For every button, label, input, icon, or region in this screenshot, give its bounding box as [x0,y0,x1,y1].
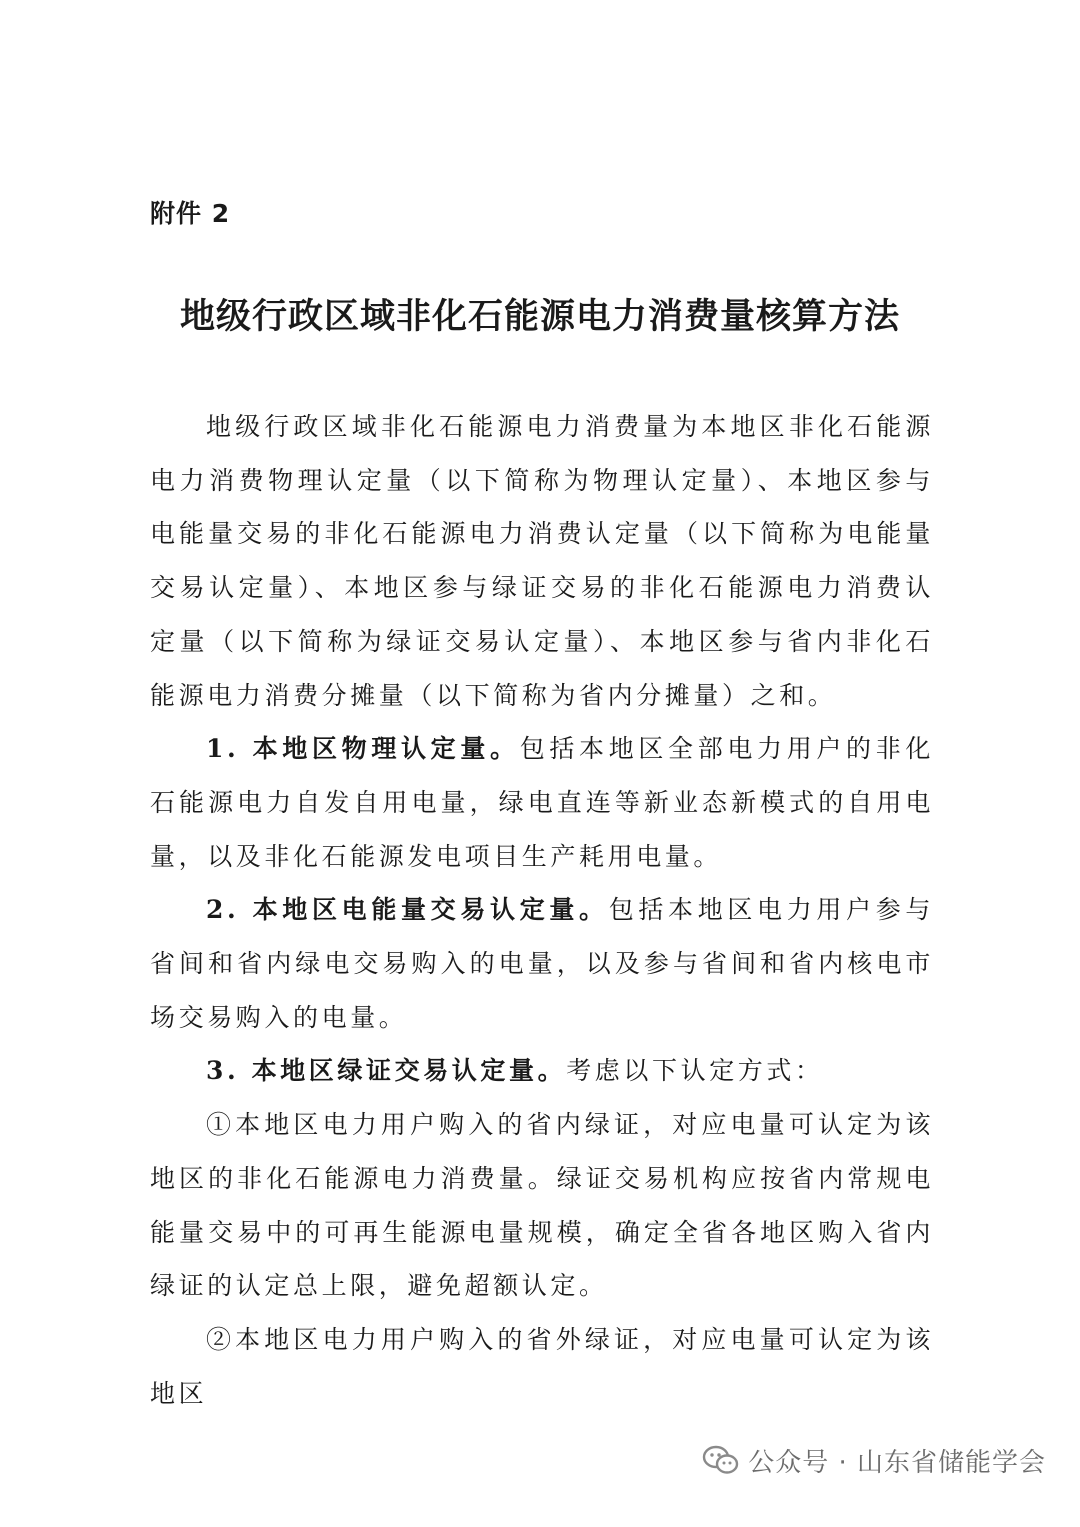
paragraph-text: 考虑以下认定方式： [566,1056,824,1086]
section-2-paragraph [150,883,934,1044]
item-2-paragraph [150,1313,934,1420]
wechat-icon [702,1444,740,1476]
paragraph-text: 包括本地区电力用户参与省间和省内绿电交易购入的电量，以及参与省间和省内核电市场交易购入的电量。 [150,895,934,1032]
section-3-paragraph [150,1044,934,1098]
paragraph-text: ②本地区电力用户购入的省外绿证，对应电量可认定为该地区 [150,1324,934,1408]
section-1-heading: 1. 本地区物理认定量。 [206,734,520,764]
watermark [702,1440,1046,1480]
intro-paragraph [150,400,934,722]
item-1-paragraph [150,1098,934,1313]
section-2-heading: 2. 本地区电能量交易认定量。 [206,895,609,925]
attachment-label: 附件 2 [150,199,231,228]
section-3-heading: 3. 本地区绿证交易认定量。 [206,1056,567,1086]
section-1-paragraph [150,722,934,883]
paragraph-text: 地级行政区域非化石能源电力消费量为本地区非化石能源电力消费物理认定量（以下简称为物理认定量）、本地区参与电能量交易的非化石能源电力消费认定量（以下简称为电能量交易认定量）、本地区参与绿证交易的非化石能源电力消费认定量（以下简称为绿证交易认定量）、本地区参与省内非化石能源电力消费分摊量（以下简称为省内分摊量）之和。 [150,412,934,710]
document-title: 地级行政区域非化石能源电力消费量核算方法 [179,296,900,337]
paragraph-text: ①本地区电力用户购入的省内绿证，对应电量可认定为该地区的非化石能源电力消费量。绿证交易机构应按省内常规电能量交易中的可再生能源电量规模，确定全省各地区购入省内绿证的认定总上限，避免超额认定。 [150,1110,934,1301]
document-body [150,400,934,1420]
paragraph-text: 包括本地区全部电力用户的非化石能源电力自发自用电量，绿电直连等新业态新模式的自用电量，以及非化石能源发电项目生产耗用电量。 [150,734,934,871]
watermark-text: 公众号 · 山东省储能学会 [748,1447,1046,1478]
